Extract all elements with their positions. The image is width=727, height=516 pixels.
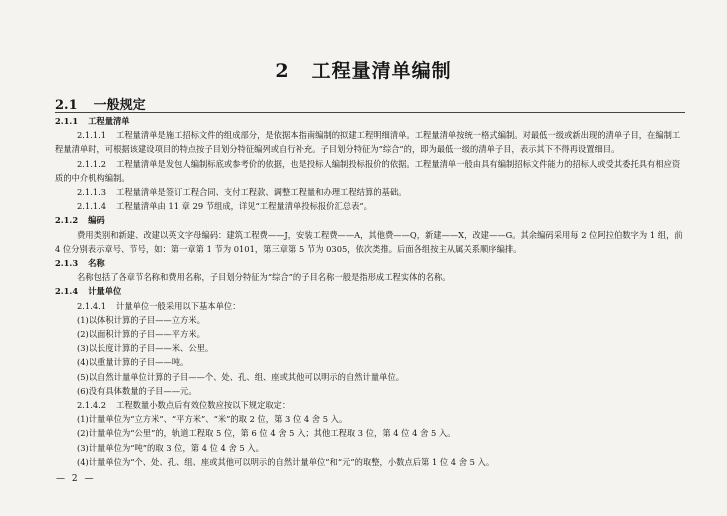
paragraph-text: (2)计量单位为“公里”的，轨道工程取 5 位，第 6 位 4 舍 5 入；其他工程取 3 位，第 4 位 4 舍 5 入。: [77, 428, 456, 439]
paragraph-p2142: [55, 398, 687, 412]
paragraph-text: (3)计量单位为“吨”的取 3 位，第 4 位 4 舍 5 入。: [77, 442, 264, 453]
chapter-title-text: 工程量清单编制: [311, 60, 452, 82]
page-number: — 2 —: [56, 474, 96, 484]
paragraph-u1: [55, 313, 687, 327]
paragraph-d3: [55, 441, 687, 455]
paragraph-text: 工程量清单是签订工程合同、支付工程款、调整工程量和办理工程结算的基础。: [116, 187, 407, 198]
paragraph-u4: [55, 355, 687, 369]
paragraph-p213: [55, 270, 687, 284]
paragraph-number: 2.1.1.4: [77, 201, 107, 212]
section-number: 2.1: [55, 98, 78, 113]
paragraph-u2: [55, 327, 687, 341]
paragraph-text: (1)计量单位为“立方米”、“平方米”、“米”的取 2 位，第 3 位 4 舍 5 入。: [77, 414, 348, 425]
paragraph-text: (5)以自然计量单位计算的子目——个、处、孔、组、座或其他可以明示的自然计量单位。: [77, 371, 405, 382]
paragraph-p2113: [55, 185, 687, 199]
paragraph-u5: [55, 370, 687, 384]
paragraph-text: 费用类别和新建、改建以英文字母编码：建筑工程费——J，安装工程费——A，其他费——Q，新建——X，改建——G。其余编码采用每 2 位阿拉伯数字为 1 组，前 4 位分别表示章号、节号，如：第一章第 1 节为 0101，第三章第 5 节为 0305，依次类推。后面各组按主从属关系顺序编排。: [55, 229, 683, 254]
paragraph-p2112: [55, 157, 687, 185]
section-heading: [55, 94, 146, 113]
paragraph-text: (1)以体积计算的子目——立方米。: [77, 314, 205, 325]
paragraph-text: 名称: [88, 258, 105, 269]
chapter-title: [0, 56, 727, 83]
paragraph-number: 2.1.4.2: [77, 400, 107, 411]
paragraph-d1: [55, 412, 687, 426]
paragraph-text: 工程量清单: [88, 116, 130, 126]
paragraph-h214: [55, 284, 687, 298]
paragraph-number: 2.1.4.1: [77, 300, 107, 311]
paragraph-text: 工程量清单是发包人编制标底或参考价的依据，也是投标人编制投标报价的依据。工程量清单一般由具有编制招标文件能力的招标人或受其委托具有相应资质的中介机构编制。: [55, 158, 681, 183]
paragraph-text: 计量单位一般采用以下基本单位：: [116, 300, 241, 311]
paragraph-number: 2.1.4: [55, 286, 79, 297]
paragraph-text: (6)没有具体数量的子目——元。: [77, 385, 197, 396]
paragraph-u6: [55, 384, 687, 398]
paragraph-number: 2.1.3: [55, 258, 79, 269]
paragraph-p2111: [55, 128, 687, 156]
paragraph-text: (2)以面积计算的子目——平方米。: [77, 329, 205, 340]
paragraph-p2141: [55, 299, 687, 313]
paragraph-number: 2.1.1.1: [77, 130, 107, 141]
paragraph-text: (4)以重量计算的子目——吨。: [77, 357, 189, 368]
paragraph-text: 编码: [88, 215, 105, 226]
paragraph-text: 工程数量小数点后有效位数应按以下规定取定：: [116, 400, 291, 411]
paragraph-d2: [55, 426, 687, 440]
paragraph-text: (3)以长度计算的子目——米、公里。: [77, 343, 214, 354]
section-divider: [55, 112, 685, 113]
chapter-number: 2: [275, 60, 290, 82]
paragraph-number: 2.1.1: [55, 116, 79, 126]
paragraph-number: 2.1.1.2: [77, 158, 107, 169]
paragraph-text: 工程量清单由 11 章 29 节组成，详见“工程量清单投标报价汇总表”。: [116, 201, 372, 212]
paragraph-d4: [55, 455, 687, 469]
paragraph-text: 名称包括了各章节名称和费用名称，子目划分特征为“综合”的子目名称一般是指形成工程实体的名称。: [77, 272, 451, 283]
paragraph-text: 计量单位: [88, 286, 122, 297]
paragraph-u3: [55, 341, 687, 355]
paragraph-h213: [55, 256, 687, 270]
paragraph-p2114: [55, 199, 687, 213]
paragraph-text: 工程量清单是施工招标文件的组成部分，是依据本指南编制的拟建工程明细清单。工程量清单按统一格式编制。对最低一级或新出现的清单子目，在编制工程量清单时，可根据该建设项目的特点按子目划分特征编列或自行补充。子目划分特征为“综合”的，即为最低一级的清单子目，表示其下不得再设置细目。: [55, 130, 681, 155]
paragraph-h211: [55, 114, 687, 128]
section-title-text: 一般规定: [93, 98, 146, 113]
document-body: [55, 114, 687, 469]
paragraph-number: 2.1.1.3: [77, 187, 107, 198]
paragraph-text: (4)计量单位为“个、处、孔、组、座或其他可以明示的自然计量单位”和“元”的取整，小数点后第 1 位 4 舍 5 入。: [77, 456, 495, 467]
paragraph-h212: [55, 213, 687, 227]
paragraph-p212: [55, 228, 687, 256]
paragraph-number: 2.1.2: [55, 215, 79, 226]
